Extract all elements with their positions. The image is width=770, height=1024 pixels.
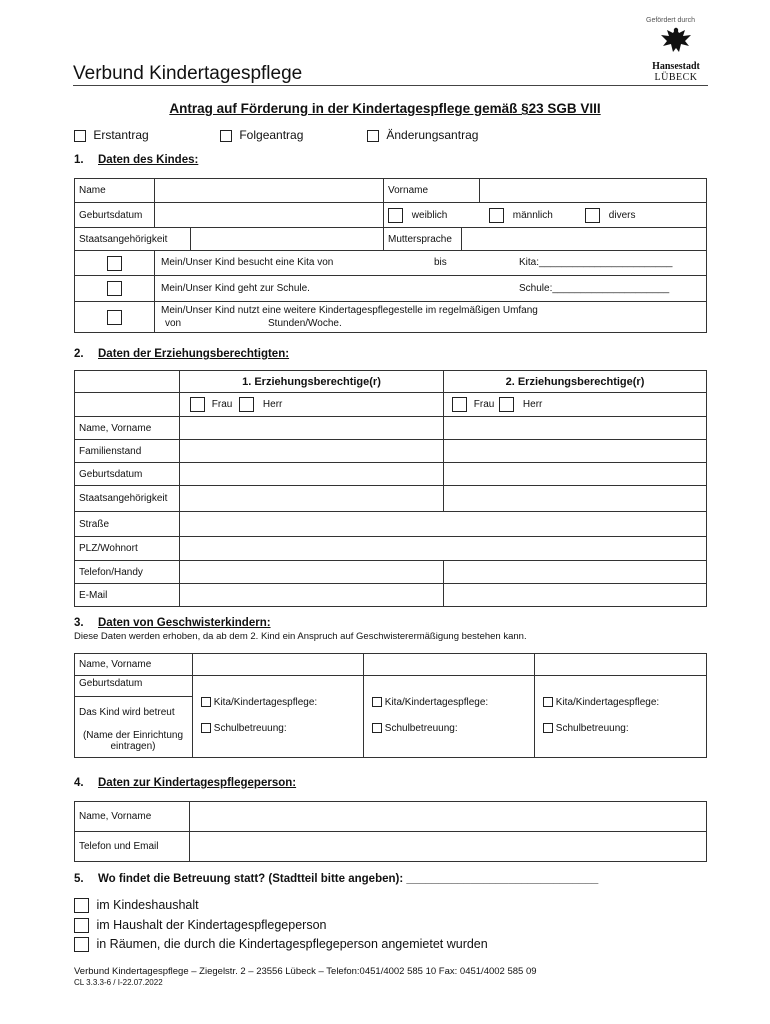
vorname-field[interactable] [480,179,707,203]
guardian2-field[interactable] [444,561,707,584]
care-option-kita[interactable] [543,697,659,708]
sibling3-name[interactable] [535,654,707,676]
child-data-table [74,178,707,251]
gender-label: männlich [512,210,553,222]
checkbox[interactable] [543,697,553,707]
sibling3-care [535,697,707,758]
sibling2-care [364,697,535,758]
sibling2-name[interactable] [364,654,535,676]
kita-checkbox[interactable] [107,256,122,271]
row-label: Geburtsdatum [75,463,180,486]
option-label: im Haushalt der Kindertagespflegeperson [96,918,327,932]
checkbox[interactable] [489,208,504,223]
option-label: Schulbetreuung: [384,722,458,734]
location-option-home[interactable] [74,898,199,913]
row-label: Familienstand [75,440,180,463]
section-title: Daten des Kindes: [98,154,199,166]
kita-bis: bis [434,257,447,268]
option-label: in Räumen, die durch die Kindertagespflegeperson angemietet wurden [96,937,488,951]
frau-checkbox[interactable] [190,397,205,412]
guardian2-field[interactable] [444,584,707,607]
other-checkbox-cell [75,302,155,333]
option-label: im Kindeshaushalt [96,898,199,912]
section-title: Daten zur Kindertagespflegeperson: [98,777,297,789]
name-field[interactable] [155,179,384,203]
herr-label: Herr [262,399,283,411]
footer-address: Verbund Kindertagespflege – Ziegelstr. 2 – 23556 Lübeck – Telefon:0451/4002 585 10 Fax: 0451/4002 585 09 [74,966,537,977]
care-option-school[interactable] [201,723,287,734]
checkbox[interactable] [367,130,379,142]
guardian2-salutation [444,393,707,417]
type-folgeantrag[interactable] [220,128,303,142]
section5-heading [74,873,598,885]
name-label: Name [75,179,155,203]
option-label: Kita/Kindertagespflege: [384,696,489,708]
guardian2-field[interactable] [444,463,707,486]
caregiver-table [74,801,707,862]
location-option-rented[interactable] [74,937,488,952]
row-label: Telefon/Handy [75,561,180,584]
other-care-checkbox[interactable] [107,310,122,325]
school-name-line[interactable]: Schule:_____________________ [519,283,670,294]
row-label: E-Mail [75,584,180,607]
caregiver-name-label: Name, Vorname [75,802,190,832]
header-rule [73,85,708,86]
checkbox[interactable] [74,937,89,952]
school-row [155,276,707,302]
section-number: 4. [74,777,84,789]
option-label: Schulbetreuung: [555,722,629,734]
other-care-line1: Mein/Unser Kind nutzt eine weitere Kindertagespflegestelle im regelmäßigen Umfang [161,305,538,316]
caregiver-name-field[interactable] [190,802,707,832]
org-title: Verbund Kindertagespflege [73,63,303,84]
section-title: Daten der Erziehungsberechtigten: [98,348,290,360]
guardian2-field[interactable] [444,486,707,512]
section-number: 3. [74,617,84,629]
checkbox[interactable] [543,723,553,733]
herr-checkbox[interactable] [239,397,254,412]
kita-checkbox-cell [75,251,155,276]
salutation-label-cell [75,393,180,417]
checkbox[interactable] [74,898,89,913]
frau-label: Frau [473,399,495,411]
section-title: Daten von Geschwisterkindern: [98,617,271,629]
checkbox[interactable] [220,130,232,142]
empty-header-cell [75,371,180,393]
guardian1-field[interactable] [180,440,444,463]
type-label: Folgeantrag [239,128,304,142]
gender-cell [384,203,707,228]
care-option-kita[interactable] [201,697,317,708]
care-option-kita[interactable] [372,697,488,708]
gender-label: weiblich [411,210,448,222]
funded-by: Gefördert durch [646,17,696,24]
care-sublabel: (Name der Einrichtung eintragen) [82,730,184,752]
gender-label: divers [608,210,636,222]
row-label: Name, Vorname [75,417,180,440]
nationality-label: Staatsangehörigkeit [75,228,191,251]
vorname-label: Vorname [384,179,480,203]
checkbox[interactable] [388,208,403,223]
option-label: Kita/Kindertagespflege: [555,696,660,708]
sibling3-birth[interactable] [535,676,707,697]
section-number: 1. [74,154,84,166]
guardian2-field[interactable] [444,417,707,440]
guardian1-field[interactable] [180,561,444,584]
sibling-care-label-cell [75,697,193,758]
school-text: Mein/Unser Kind geht zur Schule. [161,283,310,294]
section3-note: Diese Daten werden erhoben, da ab dem 2. Kind ein Anspruch auf Geschwisterermäßigung bestehen kann. [74,631,527,642]
guardian1-field[interactable] [180,417,444,440]
section-title: Wo findet die Betreuung statt? (Stadtteil bitte angeben): ______________________________ [98,873,599,885]
other-care-hours: Stunden/Woche. [268,318,342,329]
section1-heading [74,154,198,166]
birth-field[interactable] [155,203,384,228]
row-label: PLZ/Wohnort [75,537,180,561]
footer-doc-code: CL 3.3.3-6 / I-22.07.2022 [74,978,163,987]
sibling1-name[interactable] [193,654,364,676]
checkbox[interactable] [74,130,86,142]
location-option-caregiver-home[interactable] [74,918,326,933]
care-option-school[interactable] [372,723,458,734]
gender-divers[interactable] [585,208,635,223]
birth-label: Geburtsdatum [75,203,155,228]
caregiver-contact-field[interactable] [190,832,707,862]
child-care-table [74,250,707,333]
logo-line2: LÜBECK [654,72,698,83]
sibling1-birth[interactable] [193,676,364,697]
row-label: Staatsangehörigkeit [75,486,180,512]
sibling2-birth[interactable] [364,676,535,697]
mother-tongue-label: Muttersprache [384,228,462,251]
street-field[interactable] [180,512,707,537]
type-aenderungsantrag[interactable] [367,128,478,142]
guardian1-header: 1. Erziehungsberechtige(r) [180,371,444,393]
kita-text: Mein/Unser Kind besucht eine Kita von [161,257,334,268]
herr-label: Herr [522,399,543,411]
sibling1-care [193,697,364,758]
type-label: Erstantrag [93,128,149,142]
gender-maennlich[interactable] [489,208,553,223]
section-number: 5. [74,873,84,885]
siblings-table [74,653,707,758]
care-label: Das Kind wird betreut [79,707,175,718]
checkbox[interactable] [585,208,600,223]
gender-weiblich[interactable] [388,208,447,223]
sibling-name-label: Name, Vorname [75,654,193,676]
frau-checkbox[interactable] [452,397,467,412]
frau-label: Frau [211,399,233,411]
eagle-crest-icon [659,26,693,56]
nationality-field[interactable] [191,228,384,251]
guardian2-header: 2. Erziehungsberechtige(r) [444,371,707,393]
checkbox[interactable] [372,723,382,733]
type-erstantrag[interactable] [74,128,149,142]
other-care-von: von [165,318,182,329]
section3-heading [74,617,271,629]
other-care-row [155,302,707,333]
guardian1-field[interactable] [180,584,444,607]
checkbox[interactable] [201,697,211,707]
luebeck-logo [648,26,704,83]
sibling-birth-label: Geburtsdatum [75,676,193,697]
checkbox[interactable] [201,723,211,733]
kita-row [155,251,707,276]
guardians-table [74,370,707,607]
herr-checkbox[interactable] [499,397,514,412]
guardian1-salutation [180,393,444,417]
option-label: Kita/Kindertagespflege: [213,696,318,708]
kita-name-line[interactable]: Kita:________________________ [519,257,673,268]
section4-heading [74,777,296,789]
mother-tongue-field[interactable] [462,228,707,251]
postal-city-field[interactable] [180,537,707,561]
logo-line1: Hansestadt [652,61,700,72]
caregiver-contact-label: Telefon und Email [75,832,190,862]
form-title: Antrag auf Förderung in der Kindertagespflege gemäß §23 SGB VIII [169,101,601,116]
row-label: Straße [75,512,180,537]
checkbox[interactable] [74,918,89,933]
school-checkbox-cell [75,276,155,302]
option-label: Schulbetreuung: [213,722,287,734]
type-label: Änderungsantrag [386,128,479,142]
checkbox[interactable] [372,697,382,707]
section2-heading [74,348,289,360]
school-checkbox[interactable] [107,281,122,296]
guardian1-field[interactable] [180,463,444,486]
care-option-school[interactable] [543,723,629,734]
section-number: 2. [74,348,84,360]
guardian2-field[interactable] [444,440,707,463]
guardian1-field[interactable] [180,486,444,512]
